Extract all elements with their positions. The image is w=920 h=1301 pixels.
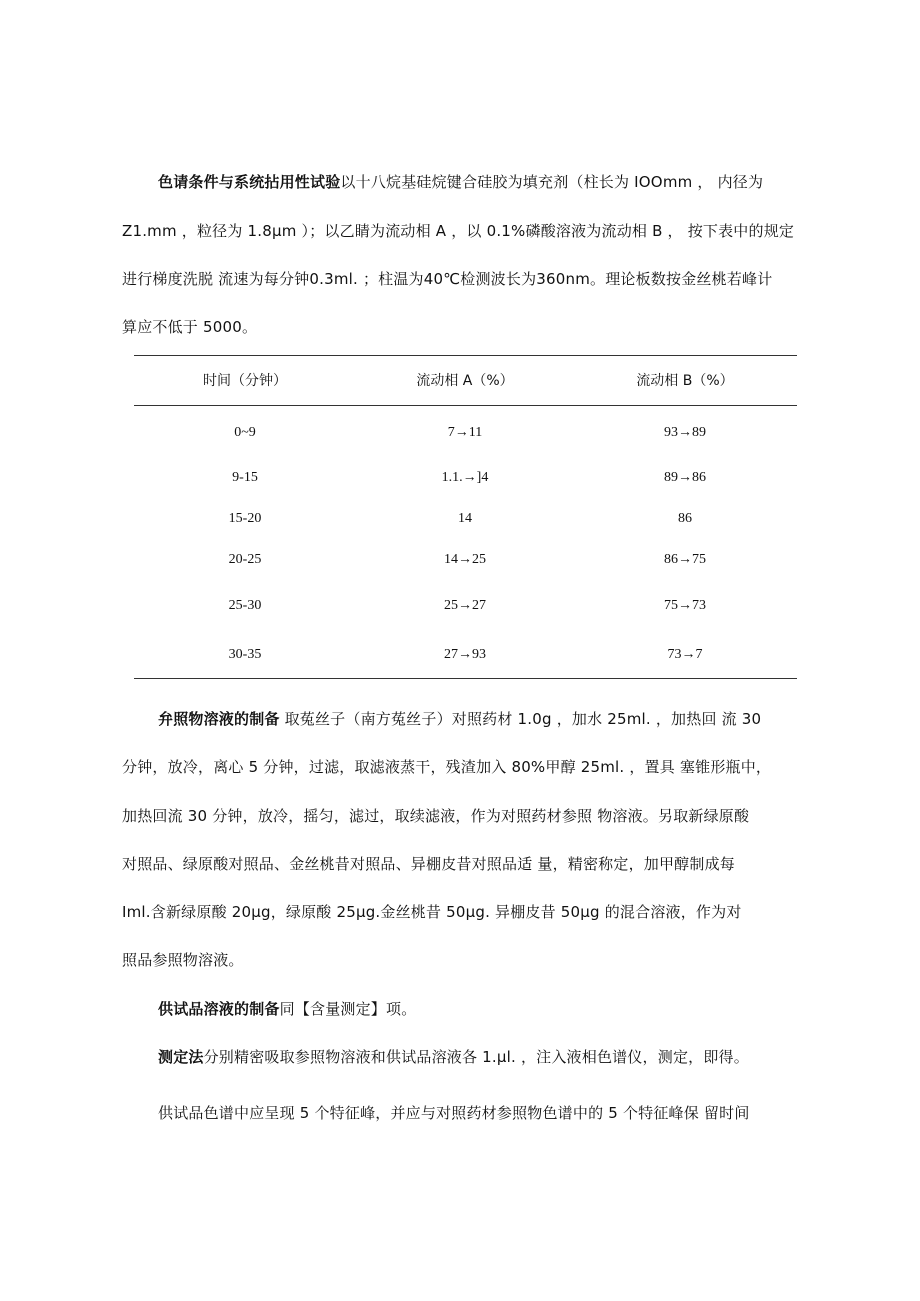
table-cell: 25→27 — [444, 598, 486, 613]
paragraph-4 — [158, 1047, 838, 1067]
table-cell: 86→75 — [664, 552, 706, 567]
table-cell: 7→11 — [447, 425, 483, 440]
table-cell: 25-30 — [228, 598, 262, 613]
paragraph-2-text: 取菟丝子（南方菟丝子）对照药材 1.0g ，加水 25ml. ，加热回 流 30 — [279, 710, 762, 728]
paragraph-5: 供试品色谱中应呈现 5 个特征峰，并应与对照药材参照物色谱中的 5 个特征峰保 留时间 — [158, 1104, 750, 1122]
paragraph-3 — [158, 999, 858, 1019]
paragraph-2-line-5: Iml.含新绿原酸 20μg，绿原酸 25μg.金丝桃昔 50μg. 异棚皮昔 50μg 的混合溶液，作为对 — [122, 903, 742, 921]
paragraph-2-line-3: 加热回流 30 分钟，放冷，摇匀，滤过，取续滤液，作为对照药材参照 物溶液。另取新绿原酸 — [122, 807, 750, 825]
paragraph-1-line-2: Z1.mm ，粒径为 1.8μm ）；以乙睛为流动相 A ，以 0.1%磷酸溶液为流动相 B ， 按下表中的规定 — [122, 222, 795, 240]
paragraph-1-line-4: 算应不低于 5000。 — [122, 318, 258, 336]
table-bottom-rule — [134, 678, 797, 679]
paragraph-2-line-6: 照品参照物溶液。 — [122, 951, 244, 969]
paragraph-2-line-1 — [158, 709, 858, 729]
table-cell: 86 — [678, 511, 692, 526]
paragraph-3-heading: 供试品溶液的制备 — [158, 1000, 280, 1018]
table-cell: 20-25 — [228, 552, 262, 567]
table-cell: 15-20 — [228, 511, 262, 526]
table-cell: 1.1.→]4 — [441, 470, 489, 485]
table-header-phase-a: 流动相 A（%） — [416, 373, 514, 389]
table-cell: 0~9 — [234, 425, 256, 440]
paragraph-2-line-2: 分钟，放冷，离心 5 分钟，过滤，取滤液蒸干，残渣加入 80%甲醇 25ml. ，置具 塞锥形瓶中， — [122, 758, 772, 776]
table-cell: 14 — [458, 511, 472, 526]
paragraph-4-heading: 测定法 — [158, 1048, 204, 1066]
table-cell: 30-35 — [228, 647, 262, 662]
table-top-rule — [134, 355, 797, 356]
table-cell: 93→89 — [664, 425, 706, 440]
table-header-phase-b: 流动相 B（%） — [636, 373, 734, 389]
table-cell: 9-15 — [232, 470, 258, 485]
table-cell: 75→73 — [664, 598, 706, 613]
paragraph-4-text: 分别精密吸取参照物溶液和供试品溶液各 1.μl. ，注入液相色谱仪，测定，即得。 — [203, 1048, 749, 1066]
paragraph-2-heading: 弁照物溶液的制备 — [158, 710, 280, 728]
table-cell: 14→25 — [444, 552, 486, 567]
paragraph-2-line-4: 对照品、绿原酸对照品、金丝桃昔对照品、异棚皮昔对照品适 量，精密称定，加甲醇制成每 — [122, 855, 735, 873]
table-header-rule — [134, 405, 797, 406]
paragraph-1-text: 以十八烷基硅烷键合硅胶为填充剂（柱长为 IOOmm ， 内径为 — [340, 173, 764, 191]
table-cell: 73→7 — [667, 647, 703, 662]
paragraph-3-text: 同【含量测定】项。 — [279, 1000, 417, 1018]
paragraph-1-line-1 — [158, 172, 858, 192]
table-header-time: 时间（分钟） — [203, 373, 287, 389]
paragraph-1-heading: 色请条件与系统拈用性试验 — [158, 173, 341, 191]
table-cell: 89→86 — [664, 470, 706, 485]
table-cell: 27→93 — [444, 647, 486, 662]
paragraph-1-line-3: 进行梯度洗脱 流速为每分钟0.3ml. ；柱温为40℃检测波长为360nm。理论板数按金丝桃若峰计 — [122, 270, 773, 288]
